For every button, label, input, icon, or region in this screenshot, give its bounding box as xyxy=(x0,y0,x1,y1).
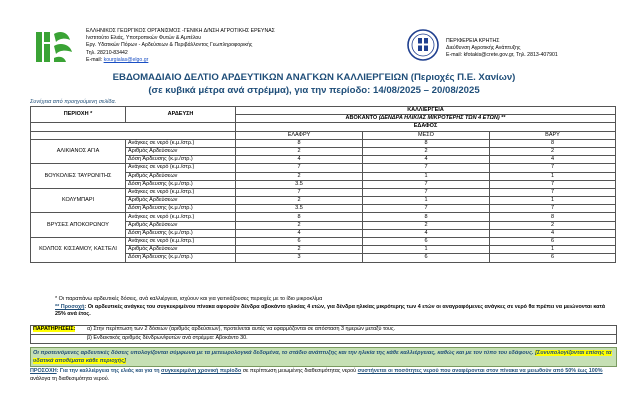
table-row xyxy=(31,164,616,172)
value-cell: 4 xyxy=(363,156,490,164)
irrigation-label: Δόση Άρδευσης (κ.μ./στρ.) xyxy=(126,229,236,237)
value-cell: 1 xyxy=(363,197,490,205)
value-cell: 8 xyxy=(363,139,490,147)
value-cell: 2 xyxy=(490,147,616,155)
value-cell: 6 xyxy=(490,238,616,246)
soil-types-row xyxy=(31,131,616,139)
value-cell: 2 xyxy=(236,221,363,229)
remarks-b: β) Ενδεικτικός αριθμός δένδρων/φυτών ανά στρέμμα: Αβοκάντο 30. xyxy=(87,334,248,341)
crops-header: ΚΑΛΛΙΕΡΓΕΙΑ xyxy=(236,107,616,115)
value-cell: 8 xyxy=(363,213,490,221)
value-cell: 2 xyxy=(236,147,363,155)
irrigation-label: Αριθμός Αρδεύσεων xyxy=(126,197,236,205)
header-right-line3: E-mail: kfotakis@crete.gov.gr, Τηλ. 2813-407901 xyxy=(446,52,558,59)
value-cell: 1 xyxy=(490,197,616,205)
note-2 xyxy=(55,304,615,318)
remarks-a: α) Στην περίπτωση των 2 δόσεων (αριθμός αρδεύσεων), προτείνεται αυτές να εφαρμόζονται σε απόσταση 3 ημερών μεταξύ τους. xyxy=(87,326,396,332)
value-cell: 2 xyxy=(236,197,363,205)
remarks-row-b xyxy=(31,335,616,343)
header-left-line3: Εργ. Υδατικών Πόρων - Αρδεύσεων & Περιβάλλοντος Γεωπληροφορικής xyxy=(86,42,253,49)
warning-period: συγκεκριμένη χρονική περίοδο xyxy=(161,368,242,374)
irrigation-label: Δόση Άρδευσης (κ.μ./στρ.) xyxy=(126,180,236,188)
value-cell: 4 xyxy=(363,229,490,237)
col-irrigation-header: ΑΡΔΕΥΣΗ xyxy=(126,107,236,123)
header-right xyxy=(406,28,616,62)
value-cell: 1 xyxy=(490,246,616,254)
crop-note: (ΔΕΝΔΡΑ ΗΛΙΚΙΑΣ ΜΙΚΡΟΤΕΡΗΣ ΤΩΝ 4 ΕΤΩΝ) xyxy=(378,115,500,122)
warning-text3: ανάλογα τη διαθεσιμότητα νερού. xyxy=(30,375,110,382)
greek-seal-icon xyxy=(406,28,440,62)
value-cell: 2 xyxy=(236,172,363,180)
elgo-logo-icon xyxy=(30,28,78,66)
value-cell: 7 xyxy=(236,164,363,172)
value-cell: 6 xyxy=(363,238,490,246)
value-cell: 1 xyxy=(490,172,616,180)
continued-note: Συνέχεια από προηγούμενη σελίδα. xyxy=(30,99,117,105)
irrigation-label: Αριθμός Αρδεύσεων xyxy=(126,221,236,229)
value-cell: 2 xyxy=(363,147,490,155)
report-title: ΕΒΔΟΜΑΔΙΑΙΟ ΔΕΛΤΙΟ ΑΡΔΕΥΤΙΚΩΝ ΑΝΑΓΚΩΝ ΚΑΛΛΙΕΡΓΕΙΩΝ (Περιοχές Π.Ε. Χανίων) xyxy=(112,72,516,83)
value-cell: 2 xyxy=(236,246,363,254)
note-2-text: : Οι αρδευτικές ανάγκες του συγκεκριμένου πίνακα αφορούν δένδρα αβοκάντο ηλικίας 4 ετών, για δένδρα ηλικίας μικρότερης των 4 ετών οι αναγραφόμενες ανάγκες σε νερό θα πρέπει να μειώνονται κατά 25% ανά έτος. xyxy=(55,304,606,318)
value-cell: 8 xyxy=(236,213,363,221)
table-row xyxy=(31,188,616,196)
info-box-highlight: [Συνυπολογίζονται επίσης τα υδατικά αποθέματα κάθε περιοχής] xyxy=(33,350,612,364)
warning-text2: σε περίπτωση μειωμένης διαθεσιμότητας νερού xyxy=(241,368,358,374)
table-row xyxy=(31,139,616,147)
irrigation-label: Αριθμός Αρδεύσεων xyxy=(126,147,236,155)
value-cell: 7 xyxy=(363,164,490,172)
note-1: * Οι παραπάνω αρδευτικές δόσεις, ανά καλλιέργεια, ισχύουν και για γειτνιάζουσες περιοχές με το ίδιο μικροκλίμα xyxy=(55,296,323,302)
irrigation-table xyxy=(30,106,616,263)
header-left-line2: Ινστιτούτο Ελιάς, Υποτροπικών Φυτών & Αμπέλου xyxy=(86,35,202,42)
header-left xyxy=(30,28,330,66)
value-cell: 7 xyxy=(363,188,490,196)
soil-type-1: ΜΕΣΟ xyxy=(363,131,490,139)
value-cell: 7 xyxy=(363,180,490,188)
value-cell: 6 xyxy=(490,254,616,262)
value-cell: 4 xyxy=(490,156,616,164)
value-cell: 7 xyxy=(236,188,363,196)
report-subtitle: (σε κυβικά μέτρα ανά στρέμμα), για την περίοδο: 14/08/2025 – 20/08/2025 xyxy=(148,85,480,96)
header-left-email-row xyxy=(86,57,275,64)
value-cell: 2 xyxy=(490,221,616,229)
value-cell: 7 xyxy=(490,180,616,188)
remarks-box xyxy=(30,325,617,344)
info-box-text: Οι προτεινόμενες αρδευτικές δόσεις υπολογίζονται σύμφωνα με τα μετεωρολογικά δεδομένα, το στάδιο ανάπτυξης και την ηλικία της κάθε καλλιέργειας, καθώς και με τον τύπο του εδάφους. xyxy=(33,350,536,356)
email-link[interactable]: kourgialas@elgo.gr xyxy=(103,56,149,63)
irrigation-label: Ανάγκες σε νερό (κ.μ./στρ.) xyxy=(126,188,236,196)
region-name: ΒΡΥΣΕΣ ΑΠΟΚΟΡΩΝΟΥ xyxy=(31,213,126,238)
irrigation-label: Αριθμός Αρδεύσεων xyxy=(126,246,236,254)
value-cell: 2 xyxy=(363,221,490,229)
region-name: ΒΟΥΚΟΛΙΕΣ ΤΑΥΡΩΝΙΤΗΣ xyxy=(31,164,126,189)
region-name: ΚΟΛΠΟΣ ΚΙΣΣΑΜΟΥ, ΚΑΣΤΕΛΙ xyxy=(31,238,126,263)
value-cell: 4 xyxy=(236,156,363,164)
value-cell: 6 xyxy=(363,254,490,262)
irrigation-label: Δόση Άρδευσης (κ.μ./στρ.) xyxy=(126,254,236,262)
irrigation-label: Αριθμός Αρδεύσεων xyxy=(126,172,236,180)
irrigation-label: Δόση Άρδευσης (κ.μ./στρ.) xyxy=(126,205,236,213)
header-left-line4: Τηλ. 28210-83442 xyxy=(86,49,128,56)
warning-text1: : Για την καλλιέργεια της ελιάς και για τη xyxy=(56,368,162,374)
value-cell: 8 xyxy=(236,139,363,147)
value-cell: 8 xyxy=(490,213,616,221)
value-cell: 7 xyxy=(490,205,616,213)
value-cell: 3 xyxy=(236,254,363,262)
soil-type-2: ΒΑΡΥ xyxy=(490,131,616,139)
col-region-header: ΠΕΡΙΟΧΗ * xyxy=(31,107,126,123)
header-right-line2: Διεύθυνση Αγροτικής Ανάπτυξης xyxy=(446,45,521,52)
value-cell: 1 xyxy=(363,246,490,254)
region-name: ΚΟΛΥΜΠΑΡΙ xyxy=(31,188,126,213)
region-name: ΑΛΙΚΙΑΝΟΣ ΑΓΙΑ xyxy=(31,139,126,164)
warning-paragraph xyxy=(30,368,615,383)
value-cell: 4 xyxy=(490,229,616,237)
header-right-line1: ΠΕΡΙΦΕΡΕΙΑ ΚΡΗΤΗΣ xyxy=(446,38,500,44)
warning-label: ΠΡΟΣΟΧΗ xyxy=(30,368,57,374)
value-cell: 7 xyxy=(363,205,490,213)
value-cell: 7 xyxy=(490,188,616,196)
remarks-label: ΠΑΡΑΤΗΡΗΣΕΙΣ: xyxy=(33,326,76,332)
crop-stars: ** xyxy=(499,115,506,122)
soil-header: ΕΔΑΦΟΣ xyxy=(236,123,616,131)
warning-reduction: συστήνεται οι ποσότητες νερού που αναφέρονται στον πίνακα να μειωθούν από 50% έως 100% xyxy=(357,368,603,374)
info-box xyxy=(30,347,617,367)
value-cell: 4 xyxy=(236,229,363,237)
irrigation-label: Ανάγκες σε νερό (κ.μ./στρ.) xyxy=(126,238,236,246)
email-label: E-mail: xyxy=(86,56,104,63)
irrigation-label: Δόση Άρδευσης (κ.μ./στρ.) xyxy=(126,156,236,164)
irrigation-label: Ανάγκες σε νερό (κ.μ./στρ.) xyxy=(126,164,236,172)
value-cell: 3.5 xyxy=(236,180,363,188)
value-cell: 3.5 xyxy=(236,205,363,213)
note-2-label: ** Προσοχή xyxy=(55,304,85,310)
value-cell: 8 xyxy=(490,139,616,147)
remarks-row-a xyxy=(31,326,616,335)
crop-name: ΑΒΟΚΑΝΤΟ xyxy=(345,115,378,122)
soil-type-0: ΕΛΑΦΡΥ xyxy=(236,131,363,139)
soil-header-row xyxy=(31,123,616,131)
table-row xyxy=(31,238,616,246)
crop-name-header xyxy=(236,115,616,123)
table-row xyxy=(31,213,616,221)
value-cell: 1 xyxy=(363,172,490,180)
value-cell: 7 xyxy=(490,164,616,172)
header-left-line1: ΕΛΛΗΝΙΚΟΣ ΓΕΩΡΓΙΚΟΣ ΟΡΓΑΝΙΣΜΟΣ -ΓΕΝΙΚΗ Δ/ΝΣΗ ΑΓΡΟΤΙΚΗΣ ΕΡΕΥΝΑΣ xyxy=(86,28,275,34)
value-cell: 6 xyxy=(236,238,363,246)
irrigation-label: Ανάγκες σε νερό (κ.μ./στρ.) xyxy=(126,139,236,147)
irrigation-label: Ανάγκες σε νερό (κ.μ./στρ.) xyxy=(126,213,236,221)
